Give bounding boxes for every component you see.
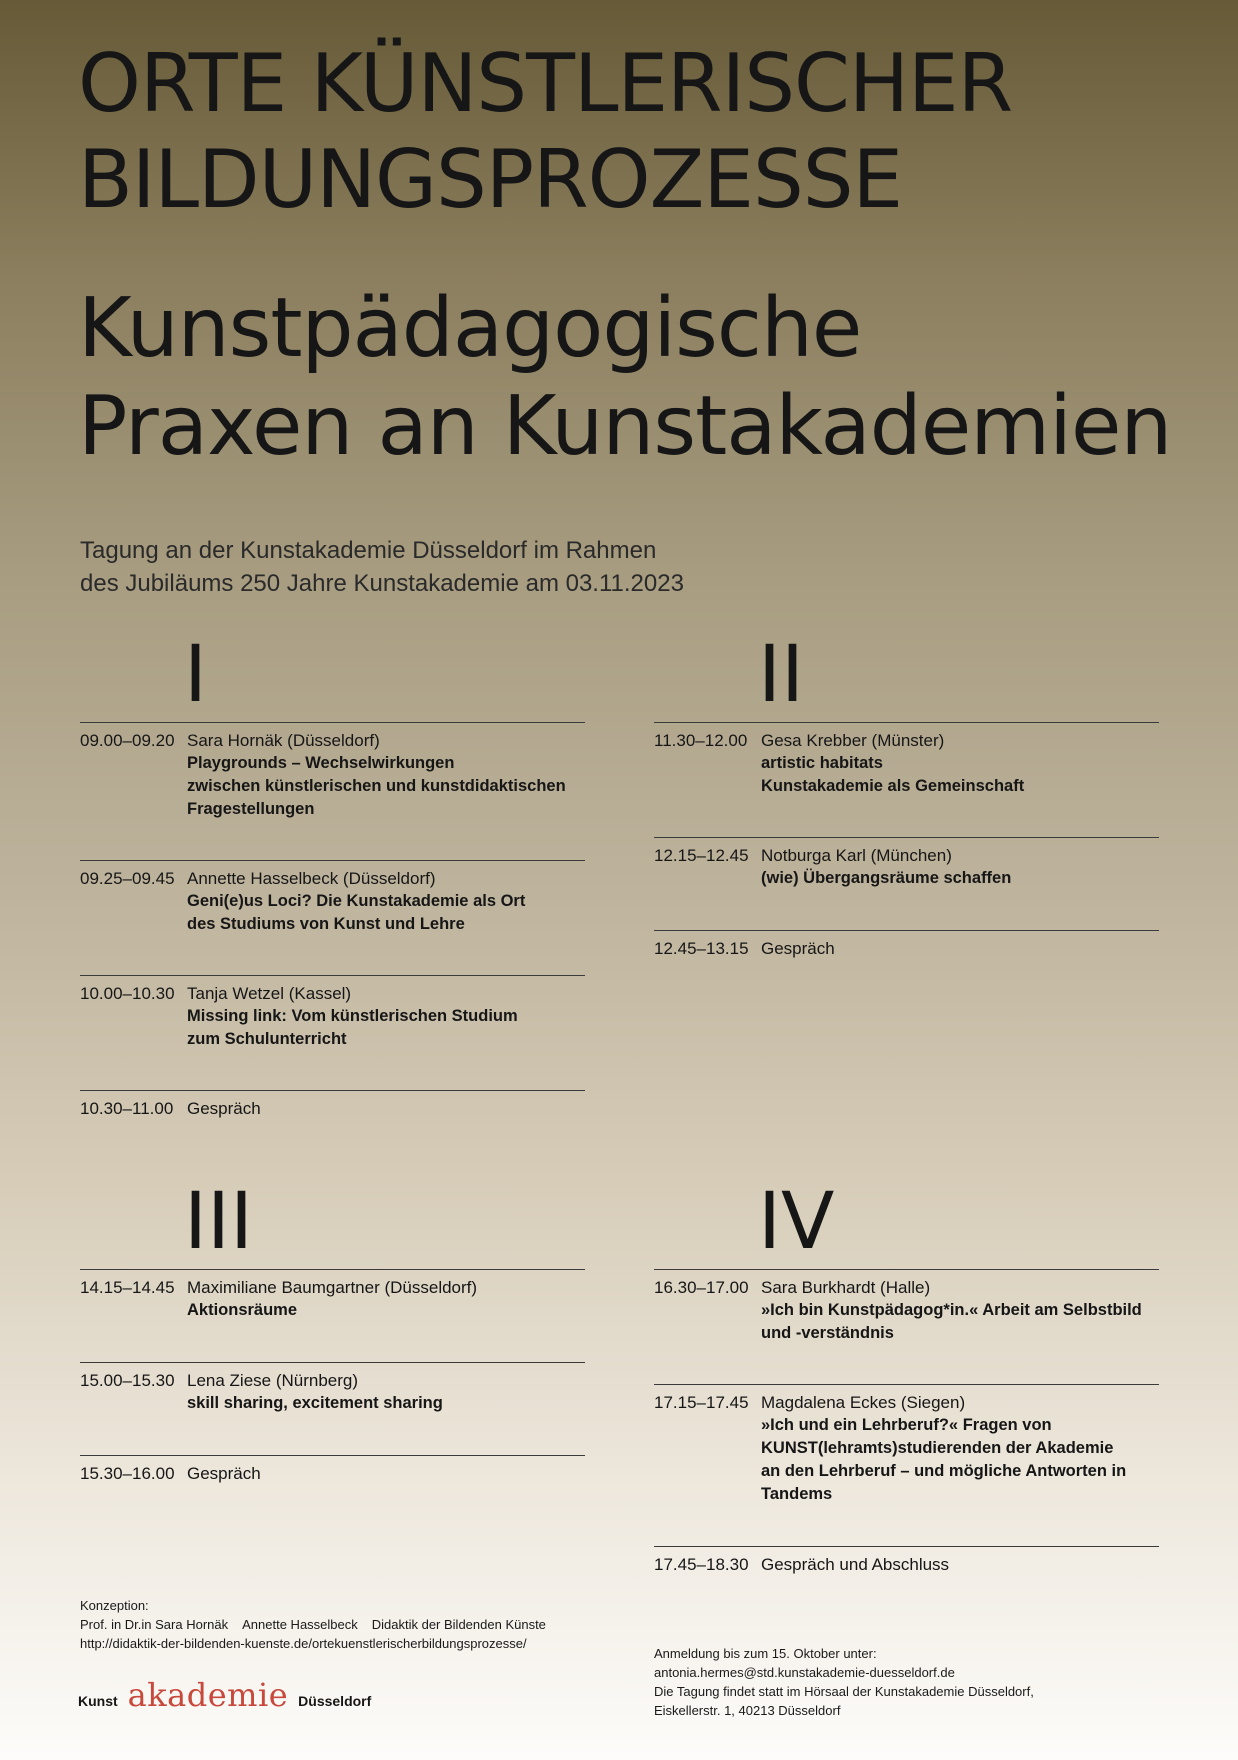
session-speaker: Gespräch: [187, 1099, 261, 1118]
session-row: [80, 722, 585, 860]
block-numeral: II: [758, 630, 805, 720]
conception-people: [80, 1615, 546, 1634]
session-speaker: Gespräch: [761, 939, 835, 958]
session-title: skill sharing, excitement sharing: [187, 1394, 443, 1412]
session-time: 17.45–18.30: [654, 1555, 749, 1574]
session-time: 09.00–09.20: [80, 731, 175, 750]
intro-text: [80, 534, 684, 600]
session-time: 14.15–14.45: [80, 1278, 175, 1297]
session-title: Geni(e)us Loci? Die Kunstakademie als Ort: [187, 892, 526, 910]
conception-label: Konzeption:: [80, 1598, 149, 1613]
conception-person: Prof. in Dr.in Sara Hornäk: [80, 1617, 229, 1632]
session-time: 11.30–12.00: [654, 731, 748, 750]
session-title: »Ich bin Kunstpädagog*in.« Arbeit am Selbstbild: [761, 1301, 1142, 1319]
venue-text: Die Tagung findet statt im Hörsaal der Kunstakademie Düsseldorf,: [654, 1684, 1034, 1699]
session-speaker: Gespräch: [187, 1464, 261, 1483]
session-time: 16.30–17.00: [654, 1278, 749, 1297]
block-numeral: III: [184, 1177, 254, 1267]
session-row: [80, 975, 585, 1090]
footer-credits: [80, 1596, 546, 1653]
session-time: 17.15–17.45: [654, 1393, 749, 1412]
main-title-line2: BILDUNGSPROZESSE: [78, 133, 903, 226]
session-speaker: Lena Ziese (Nürnberg): [187, 1371, 359, 1390]
session-title: Aktionsräume: [187, 1301, 298, 1319]
session-row: [654, 837, 1159, 930]
session-speaker: Magdalena Eckes (Siegen): [761, 1393, 966, 1412]
session-title: Fragestellungen: [187, 800, 315, 818]
session-title: Playgrounds – Wechselwirkungen: [187, 754, 455, 772]
session-time: 15.30–16.00: [80, 1464, 175, 1483]
session-row: [80, 1455, 585, 1496]
session-title: zwischen künstlerischen und kunstdidaktischen: [187, 777, 566, 795]
session-speaker: Annette Hasselbeck (Düsseldorf): [187, 869, 436, 888]
session-title: zum Schulunterricht: [187, 1030, 347, 1048]
project-url-link[interactable]: http://didaktik-der-bildenden-kuenste.de/ortekuenstlerischerbildungsprozesse/: [80, 1636, 527, 1651]
venue-address: Eiskellerstr. 1, 40213 Düsseldorf: [654, 1703, 841, 1718]
session-title: Kunstakademie als Gemeinschaft: [761, 777, 1025, 795]
logo-word-duesseldorf: Düsseldorf: [298, 1693, 372, 1709]
session-row: [80, 1269, 585, 1362]
session-title: und -verständnis: [761, 1324, 894, 1342]
session-row: [654, 722, 1159, 837]
conception-department: Didaktik der Bildenden Künste: [371, 1617, 546, 1632]
session-time: 09.25–09.45: [80, 869, 175, 888]
session-row: [654, 930, 1159, 971]
session-speaker: Sara Burkhardt (Halle): [761, 1278, 931, 1297]
session-title: KUNST(lehramts)studierenden der Akademie: [761, 1439, 1114, 1457]
session-title: an den Lehrberuf – und mögliche Antworten in: [761, 1462, 1127, 1480]
session-row: [80, 1090, 585, 1131]
session-row: [80, 860, 585, 975]
session-speaker: Tanja Wetzel (Kassel): [187, 984, 352, 1003]
session-time: 12.45–13.15: [654, 939, 749, 958]
session-row: [654, 1384, 1159, 1546]
session-time: 10.30–11.00: [80, 1099, 174, 1118]
session-time: 10.00–10.30: [80, 984, 175, 1003]
block-numeral: IV: [758, 1177, 835, 1267]
conception-person: Annette Hasselbeck: [242, 1617, 358, 1632]
session-time: 15.00–15.30: [80, 1371, 175, 1390]
logo-word-kunst: Kunst: [78, 1693, 118, 1709]
subtitle-line2: Praxen an Kunstakademien: [78, 379, 1172, 474]
kunstakademie-logo: [78, 1676, 371, 1714]
intro-line1: Tagung an der Kunstakademie Düsseldorf im Rahmen: [80, 537, 657, 564]
session-speaker: Maximiliane Baumgartner (Düsseldorf): [187, 1278, 478, 1297]
logo-word-akademie: akademie: [127, 1676, 289, 1714]
session-title: artistic habitats: [761, 754, 883, 772]
block-numeral: I: [184, 630, 208, 720]
session-title: des Studiums von Kunst und Lehre: [187, 915, 465, 933]
session-time: 12.15–12.45: [654, 846, 749, 865]
subtitle: [78, 280, 1171, 476]
session-speaker: Gesa Krebber (Münster): [761, 731, 945, 750]
session-title: »Ich und ein Lehrberuf?« Fragen von: [761, 1416, 1052, 1434]
session-title: Tandems: [761, 1485, 833, 1503]
intro-line2: des Jubiläums 250 Jahre Kunstakademie am 03.11.2023: [80, 570, 684, 597]
session-title: (wie) Übergangsräume schaffen: [761, 869, 1012, 887]
session-speaker: Gespräch und Abschluss: [761, 1555, 950, 1574]
session-speaker: Notburga Karl (München): [761, 846, 952, 865]
session-row: [654, 1546, 1159, 1587]
registration-email-link[interactable]: antonia.hermes@std.kunstakademie-duesseldorf.de: [654, 1665, 955, 1680]
footer-registration: [654, 1644, 1034, 1720]
main-title-line1: ORTE KÜNSTLERISCHER: [78, 37, 1013, 130]
main-title: [78, 36, 1012, 228]
subtitle-line1: Kunstpädagogische: [78, 281, 862, 376]
session-row: [80, 1362, 585, 1455]
registration-deadline: Anmeldung bis zum 15. Oktober unter:: [654, 1646, 877, 1661]
session-row: [654, 1269, 1159, 1384]
session-speaker: Sara Hornäk (Düsseldorf): [187, 731, 380, 750]
session-title: Missing link: Vom künstlerischen Studium: [187, 1007, 518, 1025]
